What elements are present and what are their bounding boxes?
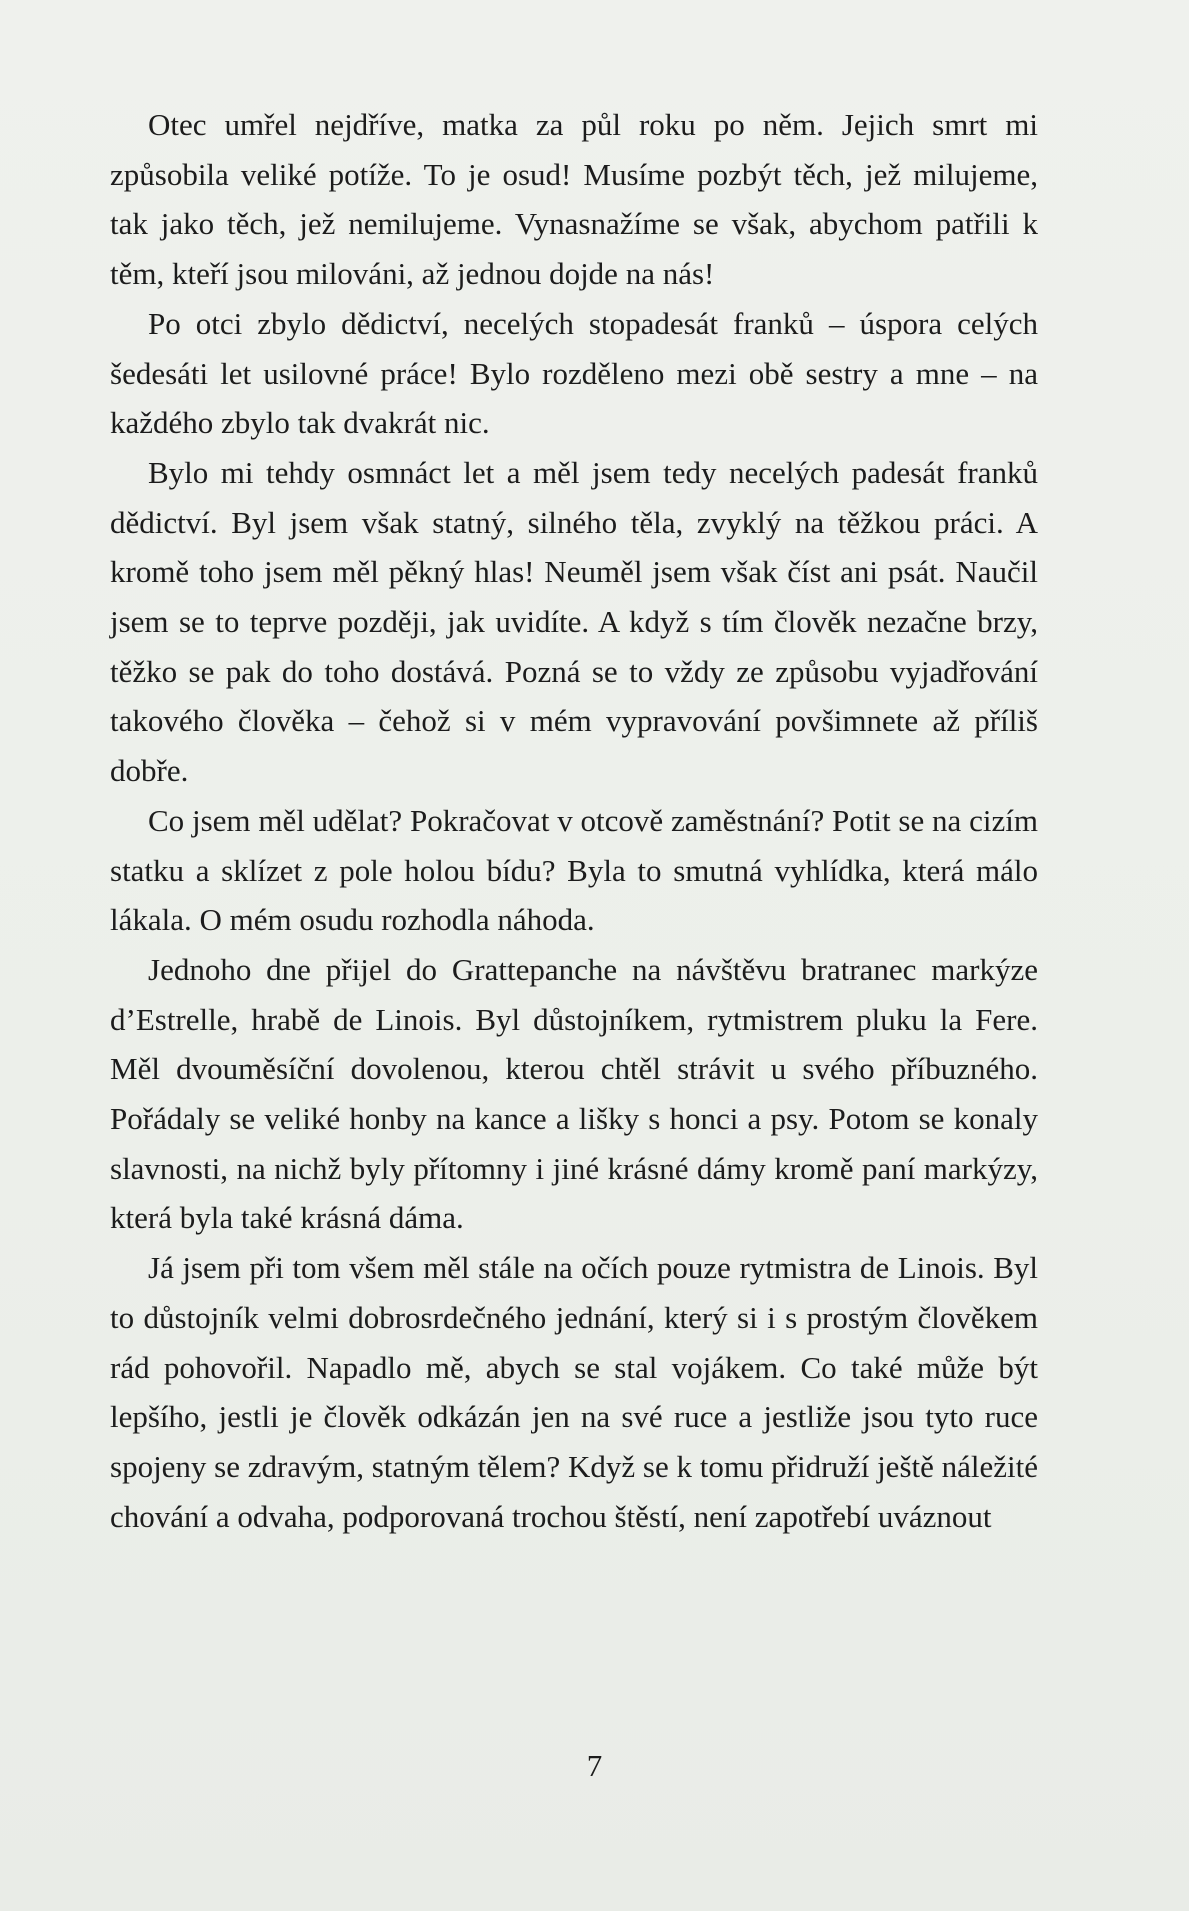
paragraph-6: Já jsem při tom všem měl stále na očích pouze rytmistra de Linois. Byl to důstojník velmi dobrosrdečného jednání, který si i s prostým člověkem rád pohovořil. Napadlo mě, abych se stal vojákem. Co také může být lepšího, jestli je člověk odkázán jen na své ruce a jestliže jsou tyto ruce spojeny se zdravým, statným tělem? Když se k tomu přidruží ještě náležité chování a odvaha, podporovaná trochou štěstí, není zapotřebí uváznout	[110, 1250, 1039, 1534]
paragraph-3: Bylo mi tehdy osmnáct let a měl jsem tedy necelých padesát franků dědictví. Byl jsem však statný, silného těla, zvyklý na těžkou práci. A kromě toho jsem měl pěkný hlas! Neuměl jsem však číst ani psát. Naučil jsem se to teprve později, jak uvidíte. A když s tím člověk nezačne brzy, těžko se pak do toho dostává. Pozná se to vždy ze způsobu vyjadřování takového člověka – čehož si v mém vypravování povšimnete až příliš dobře.	[110, 454, 1038, 789]
paragraph-1: Otec umřel nejdříve, matka za půl roku po něm. Jejich smrt mi způsobila veliké potíže. To je osud! Musíme pozbýt těch, jež milujeme, tak jako těch, jež nemilujeme. Vynasnažíme se však, abychom patřili k těm, kteří jsou milováni, až jednou dojde na nás!	[110, 107, 1038, 292]
paragraph-4: Co jsem měl udělat? Pokračovat v otcově zaměstnání? Potit se na cizím statku a sklízet z pole holou bídu? Byla to smutná vyhlídka, která málo lákala. O mém osudu rozhodla náhoda.	[110, 802, 1038, 938]
paragraph-5: Jednoho dne přijel do Grattepanche na návštěvu bratranec markýze d’Estrelle, hrabě de Linois. Byl důstojníkem, rytmistrem pluku la Fere. Měl dvouměsíční dovolenou, kterou chtěl strávit u svého příbuzného. Pořádaly se veliké honby na kance a lišky s honci a psy. Potom se konaly slavnosti, na nichž byly přítomny i jiné krásné dámy kromě paní markýzy, která byla také krásná dáma.	[110, 951, 1038, 1236]
paragraph-2: Po otci zbylo dědictví, necelých stopadesát franků – úspora celých šedesáti let usilovné práce! Bylo rozděleno mezi obě sestry a mne – na každého zbylo tak dvakrát nic.	[110, 305, 1038, 441]
page-number: 7	[586, 1748, 603, 1783]
body-text	[110, 100, 1038, 1541]
